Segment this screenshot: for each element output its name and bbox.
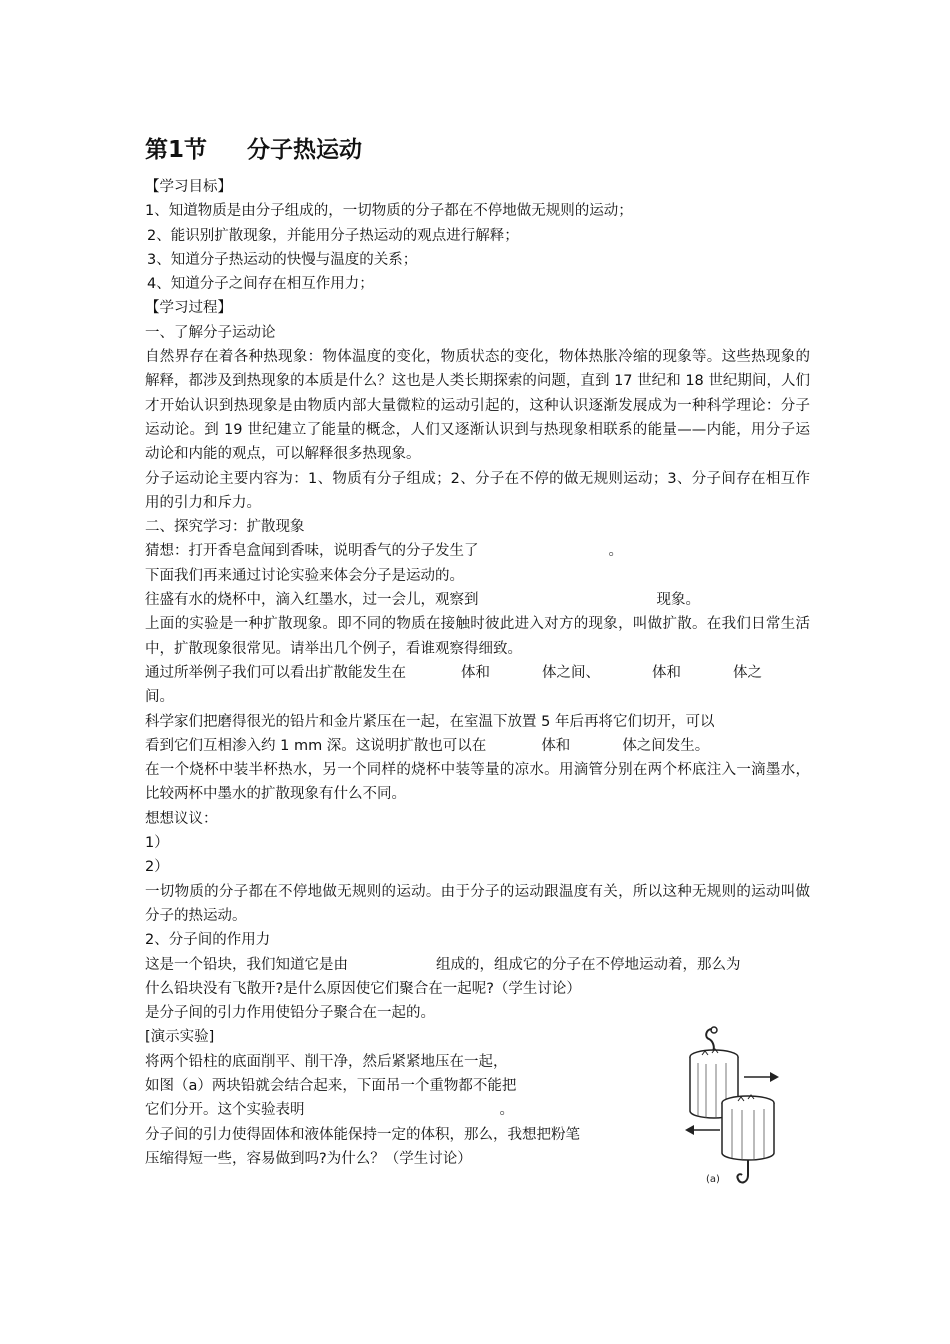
section-name: 分子热运动 — [247, 137, 363, 163]
goal-item: 2、能识别扩散现象，并能用分子热运动的观点进行解释； — [147, 227, 519, 244]
section-heading: 一、了解分子运动论 — [145, 324, 276, 341]
goal-item: 3、知道分子热运动的快慢与温度的关系； — [147, 251, 418, 268]
paragraph: 上面的实验是一种扩散现象。即不同的物质在接触时彼此进入对方的现象，叫做扩散。在我们日常生活中，扩散现象很常见。请举出几个例子，看谁观察得细致。 — [145, 616, 810, 657]
paragraph: 在一个烧杯中装半杯热水，另一个同样的烧杯中装等量的凉水。用滴管分别在两个杯底注入一滴墨水，比较两杯中墨水的扩散现象有什么不同。 — [145, 762, 810, 803]
text: 体之 — [733, 664, 762, 681]
document-body — [145, 133, 810, 1171]
section-heading: 2、分子间的作用力 — [145, 932, 271, 949]
lead-cylinders-figure — [682, 1025, 794, 1190]
goal-item: 4、知道分子之间存在相互作用力； — [147, 276, 374, 293]
paragraph: 分子间的引力使得固体和液体能保持一定的体积，那么，我想把粉笔 — [145, 1126, 580, 1143]
text: 它们分开。这个实验表明 — [145, 1102, 305, 1119]
fill-in-lead — [145, 953, 810, 977]
goal-item: 1、知道物质是由分子组成的，一切物质的分子都在不停地做无规则的运动； — [145, 203, 633, 220]
text: 通过所举例子我们可以看出扩散能发生在 — [145, 664, 406, 681]
text: 体和 — [541, 737, 571, 754]
paragraph: 什么铅块没有飞散开?是什么原因使它们聚合在一起呢?（学生讨论） — [145, 980, 581, 997]
text: 。 — [608, 543, 623, 560]
paragraph: 如图（a）两块铅就会结合起来，下面吊一个重物都不能把 — [145, 1077, 517, 1094]
text: 猜想：打开香皂盒闻到香味，说明香气的分子发生了 — [145, 543, 479, 560]
text: 组成的，组成它的分子在不停地运动着，那么为 — [436, 956, 741, 973]
process-header: 【学习过程】 — [145, 300, 232, 317]
goals-header: 【学习目标】 — [145, 179, 232, 195]
text: 体之间发生。 — [622, 737, 710, 754]
page-title — [145, 133, 810, 167]
question-2: 2） — [145, 859, 169, 876]
demo-heading: [演示实验] — [145, 1029, 215, 1046]
paragraph: 下面我们再来通过讨论实验来体会分子是运动的。 — [145, 567, 464, 584]
paragraph: 自然界存在着各种热现象：物体温度的变化，物质状态的变化，物体热胀冷缩的现象等。这些热现象的解释，都涉及到热现象的本质是什么？这也是人类长期探索的问题，直到 17 世纪和 18 世纪期间，人们才开始认识到热现象是由物质内部大量微粒的运动引起的，这种认识逐渐发展成为一种科学理论：分子运动论。到 19 世纪建立了能量的概念，人们又逐渐认识到与热现象相联系的能量——内能，用分子运动论和内能的观点，可以解释很多热现象。 — [145, 349, 810, 463]
paragraph: 一切物质的分子都在不停地做无规则的运动。由于分子的运动跟温度有关，所以这种无规则的运动叫做分子的热运动。 — [145, 883, 810, 924]
text: 往盛有水的烧杯中，滴入红墨水，过一会儿，观察到 — [145, 592, 479, 609]
text: 看到它们互相渗入约 1 mm 深。这说明扩散也可以在 — [145, 737, 487, 754]
question-1: 1） — [145, 835, 169, 852]
section-number: 第1节 — [145, 137, 208, 163]
text: 现象。 — [656, 592, 700, 609]
text: 间。 — [145, 689, 174, 706]
figure-label: (a) — [706, 1174, 720, 1185]
think-heading: 想想议议： — [145, 810, 218, 827]
text: 体之间、 — [542, 664, 600, 681]
fill-in-experiment — [145, 588, 810, 612]
text: 体和 — [461, 664, 490, 681]
lead-cylinders-illustration — [682, 1025, 794, 1190]
fill-in-guess — [145, 539, 810, 563]
paragraph: 压缩得短一些，容易做到吗?为什么？（学生讨论） — [145, 1150, 472, 1167]
section-heading: 二、探究学习：扩散现象 — [145, 519, 305, 536]
text: 这是一个铅块，我们知道它是由 — [145, 956, 348, 973]
text: 体和 — [652, 664, 681, 681]
paragraph: 科学家们把磨得很光的铅片和金片紧压在一起，在室温下放置 5 年后再将它们切开，可以 — [145, 713, 715, 730]
paragraph: 分子运动论主要内容为：1、物质有分子组成；2、分子在不停的做无规则运动；3、分子间存在相互作用的引力和斥力。 — [145, 470, 810, 511]
text: 。 — [499, 1102, 514, 1119]
paragraph: 将两个铅柱的底面削平、削干净，然后紧紧地压在一起， — [145, 1053, 508, 1070]
fill-in-diffusion — [145, 661, 810, 685]
fill-in-solid — [145, 734, 810, 758]
paragraph: 是分子间的引力作用使铅分子聚合在一起的。 — [145, 1005, 435, 1022]
